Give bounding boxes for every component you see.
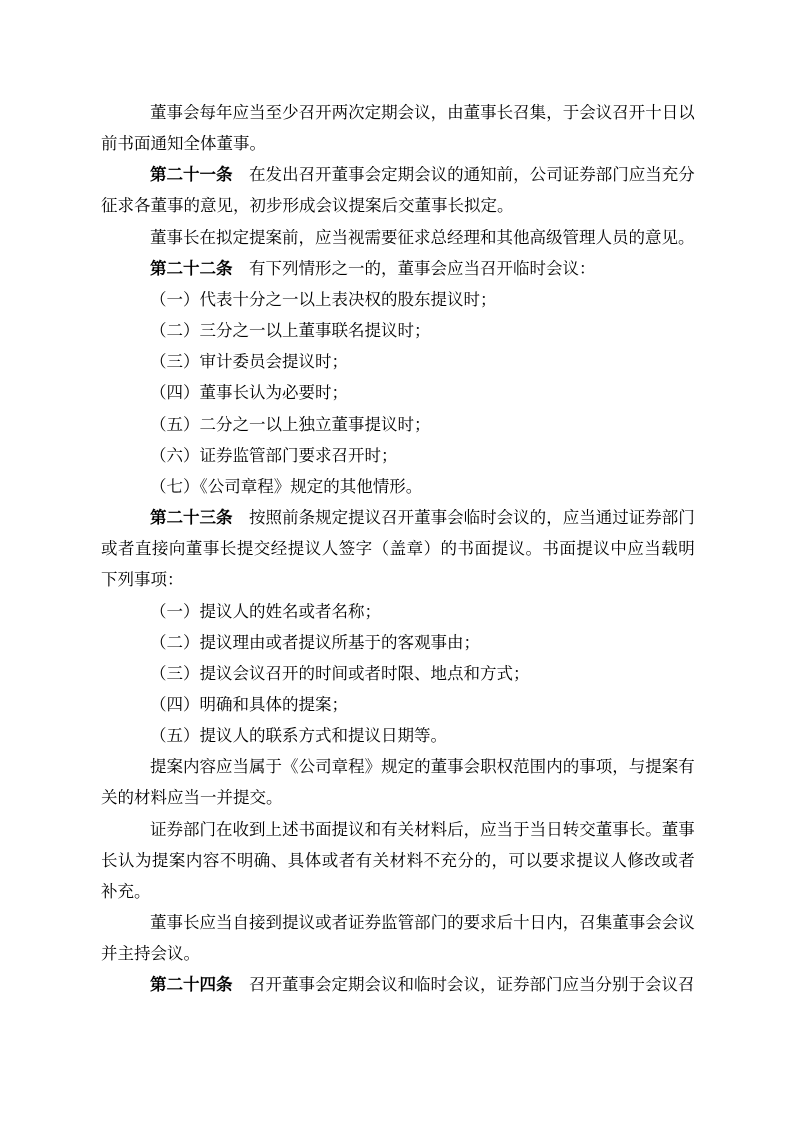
body-paragraph (101, 814, 695, 907)
paragraph-text: （五）二分之一以上独立董事提议时； (150, 414, 431, 434)
body-paragraph (101, 471, 695, 502)
body-paragraph (101, 751, 695, 813)
paragraph-text: （四）明确和具体的提案； (150, 694, 348, 714)
article-number: 第二十二条 (150, 258, 233, 278)
body-paragraph (101, 97, 695, 159)
body-paragraph (101, 440, 695, 471)
paragraph-text: （一）代表十分之一以上表决权的股东提议时； (150, 289, 497, 309)
body-paragraph (101, 658, 695, 689)
body-paragraph (101, 720, 695, 751)
article-number: 第二十一条 (150, 165, 233, 185)
paragraph-text: 证券部门在收到上述书面提议和有关材料后，应当于当日转交董事长。董事长认为提案内容不明确、具体或者有关材料不充分的，可以要求提议人修改或者补充。 (101, 819, 695, 901)
body-paragraph (101, 907, 695, 969)
body-paragraph (101, 627, 695, 658)
paragraph-text: （四）董事长认为必要时； (150, 383, 348, 403)
paragraph-text: （三）审计委员会提议时； (150, 352, 348, 372)
article-paragraph (101, 159, 695, 221)
paragraph-text: （一）提议人的姓名或者名称； (150, 601, 381, 621)
paragraph-text: 董事长应当自接到提议或者证券监管部门的要求后十日内，召集董事会会议并主持会议。 (101, 913, 695, 964)
paragraph-text: 董事长在拟定提案前，应当视需要征求总经理和其他高级管理人员的意见。 (150, 227, 695, 247)
body-paragraph (101, 315, 695, 346)
article-paragraph (101, 969, 695, 1000)
paragraph-text: （二）三分之一以上董事联名提议时； (150, 321, 431, 341)
paragraph-text: 按照前条规定提议召开董事会临时会议的，应当通过证券部门或者直接向董事长提交经提议人签字（盖章）的书面提议。书面提议中应当载明下列事项： (101, 508, 695, 590)
body-paragraph (101, 377, 695, 408)
paragraph-text: （七）《公司章程》规定的其他情形。 (150, 476, 423, 496)
paragraph-text: 提案内容应当属于《公司章程》规定的董事会职权范围内的事项，与提案有关的材料应当一并提交。 (101, 757, 695, 808)
paragraph-text: 召开董事会定期会议和临时会议，证券部门应当分别于会议召 (249, 975, 695, 995)
article-number: 第二十三条 (150, 508, 233, 528)
paragraph-text: 有下列情形之一的，董事会应当召开临时会议： (249, 258, 596, 278)
paragraph-text: 在发出召开董事会定期会议的通知前，公司证券部门应当充分征求各董事的意见，初步形成会议提案后交董事长拟定。 (101, 165, 695, 216)
body-paragraph (101, 689, 695, 720)
document-body (101, 97, 695, 1001)
body-paragraph (101, 409, 695, 440)
paragraph-text: 董事会每年应当至少召开两次定期会议，由董事长召集，于会议召开十日以前书面通知全体董事。 (101, 103, 695, 154)
body-paragraph (101, 284, 695, 315)
paragraph-text: （二）提议理由或者提议所基于的客观事由； (150, 632, 480, 652)
article-number: 第二十四条 (150, 975, 233, 995)
body-paragraph (101, 222, 695, 253)
article-paragraph (101, 502, 695, 595)
paragraph-text: （六）证券监管部门要求召开时； (150, 445, 398, 465)
paragraph-text: （五）提议人的联系方式和提议日期等。 (150, 726, 447, 746)
paragraph-text: （三）提议会议召开的时间或者时限、地点和方式； (150, 663, 530, 683)
body-paragraph (101, 346, 695, 377)
article-paragraph (101, 253, 695, 284)
body-paragraph (101, 596, 695, 627)
